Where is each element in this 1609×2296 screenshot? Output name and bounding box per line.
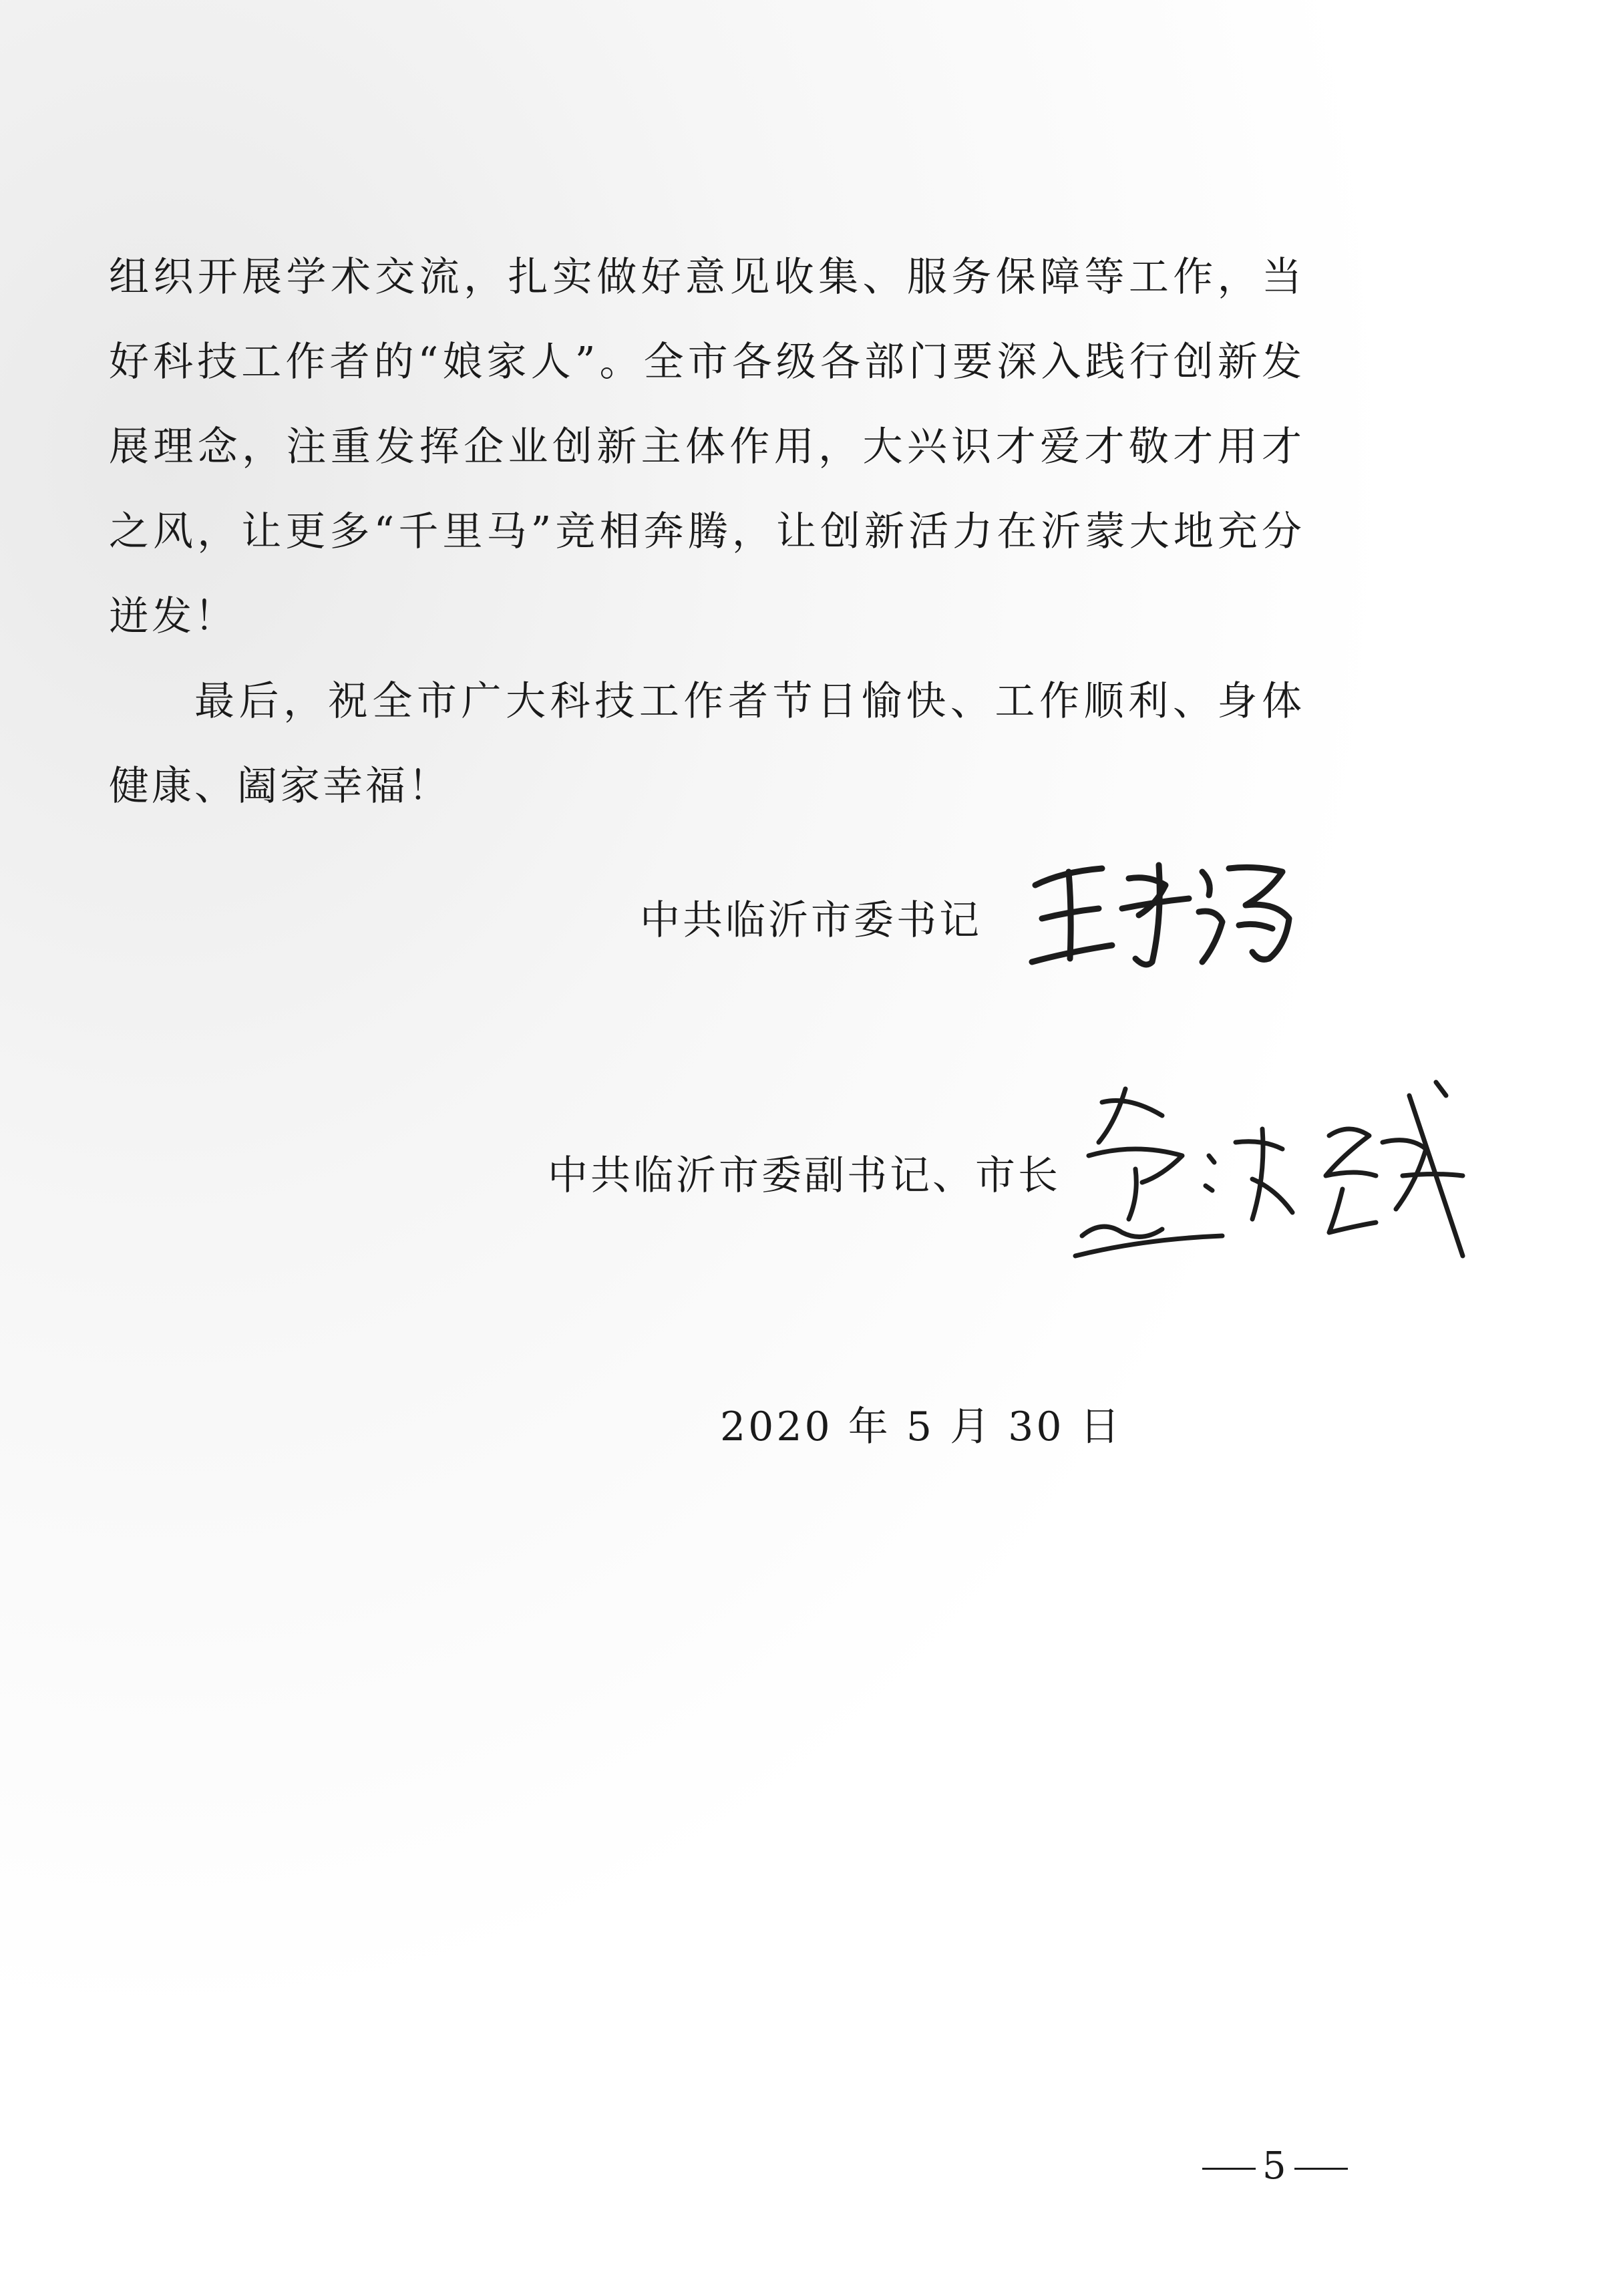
body-paragraph: 组织开展学术交流，扎实做好意见收集、服务保障等工作，当好科技工作者的“娘家人”。全市各级各部门要深入践行创新发展理念，注重发挥企业创新主体作用，大兴识才爱才敬才用才之风，让更多“千里马”竞相奔腾，让创新活力在沂蒙大地充分迸发！	[109, 254, 1304, 640]
handwritten-signature-party-secretary	[1022, 845, 1302, 979]
closing-paragraph: 最后，祝全市广大科技工作者节日愉快、工作顺利、身体健康、阖家幸福！	[109, 678, 1304, 810]
page-number	[1196, 2144, 1355, 2188]
signatory-title-mayor: 中共临沂市委副书记、市长	[548, 1152, 1061, 1199]
handwritten-signature-mayor	[1062, 1076, 1489, 1276]
page-number-dash-left	[1202, 2168, 1256, 2170]
page-number-value: 5	[1262, 2144, 1288, 2188]
letter-body	[109, 235, 1304, 829]
page-number-dash-right	[1294, 2168, 1348, 2170]
letter-date: 2020 年 5 月 30 日	[720, 1404, 1123, 1450]
signatory-title-party-secretary: 中共临沂市委书记	[640, 897, 982, 944]
